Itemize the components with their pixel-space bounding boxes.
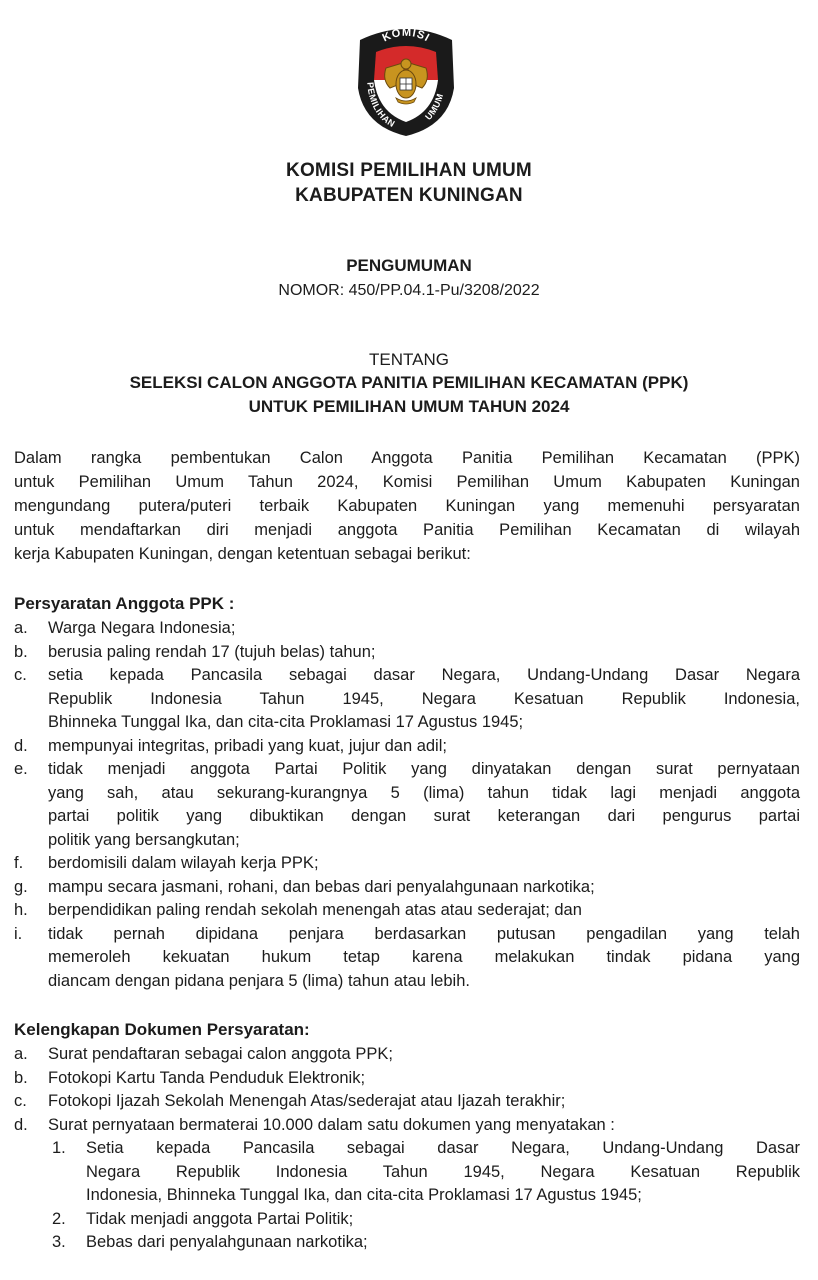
list-item — [14, 1114, 800, 1255]
list-marker: d. — [14, 1115, 28, 1134]
list-item-text: mempunyai integritas, pribadi yang kuat, jujur dan adil; — [48, 736, 447, 755]
kpu-logo — [350, 18, 462, 138]
list-item-text: berpendidikan paling rendah sekolah menengah atas atau sederajat; dan — [48, 901, 582, 919]
list-item-text: Setia kepada Pancasila sebagai dasar Negara, Undang-Undang Dasar — [86, 1139, 800, 1157]
list-item-text: partai politik yang dibuktikan dengan surat keterangan dari pengurus partai — [48, 807, 800, 825]
list-marker: h. — [14, 901, 28, 919]
intro-line: mengundang putera/puteri terbaik Kabupaten Kuningan yang memenuhi persyaratan — [14, 497, 800, 515]
list-marker: g. — [14, 877, 28, 896]
list-item-text: berdomisili dalam wilayah kerja PPK; — [48, 854, 319, 872]
list-marker: b. — [14, 642, 28, 661]
list-item — [14, 617, 800, 641]
documents-heading: Kelengkapan Dokumen Persyaratan: — [14, 1020, 310, 1039]
intro-line: untuk Pemilihan Umum Tahun 2024, Komisi Pemilihan Umum Kabupaten Kuningan — [14, 473, 800, 491]
list-item — [14, 1090, 800, 1114]
subject-line-2: UNTUK PEMILIHAN UMUM TAHUN 2024 — [248, 397, 570, 416]
logo-top-text: KOMISI — [380, 26, 432, 45]
list-item — [14, 899, 800, 923]
intro-paragraph — [14, 446, 800, 566]
intro-line: Dalam rangka pembentukan Calon Anggota Panitia Pemilihan Kecamatan (PPK) — [14, 449, 800, 467]
organization-region: KABUPATEN KUNINGAN — [295, 185, 523, 206]
list-item-text: memeroleh kekuatan hukum tetap karena melakukan tindak pidana yang — [48, 948, 800, 966]
list-item-text: Fotokopi Kartu Tanda Penduduk Elektronik; — [48, 1068, 366, 1087]
list-item — [14, 1043, 800, 1067]
list-item-text: diancam dengan pidana penjara 5 (lima) tahun atau lebih. — [48, 971, 470, 990]
list-item-text: Surat pendaftaran sebagai calon anggota PPK; — [48, 1045, 393, 1063]
list-item-text: Warga Negara Indonesia; — [48, 619, 236, 637]
list-item — [14, 1067, 800, 1091]
list-marker: 2. — [52, 1209, 66, 1228]
list-item — [14, 641, 800, 665]
list-item-text: setia kepada Pancasila sebagai dasar Negara, Undang-Undang Dasar Negara — [48, 666, 800, 684]
list-marker: b. — [14, 1068, 28, 1087]
list-item-text: tidak pernah dipidana penjara berdasarkan putusan pengadilan yang telah — [48, 924, 800, 943]
list-item — [14, 735, 800, 759]
list-marker: 3. — [52, 1233, 66, 1251]
logo-right-text: UMUM — [423, 92, 446, 122]
sub-list-item — [48, 1208, 800, 1232]
list-marker: a. — [14, 1045, 28, 1063]
list-marker: f. — [14, 854, 24, 872]
intro-line: untuk mendaftarkan diri menjadi anggota Panitia Pemilihan Kecamatan di wilayah — [14, 521, 800, 539]
documents-list — [14, 1043, 800, 1255]
list-item-text: Surat pernyataan bermaterai 10.000 dalam satu dokumen yang menyatakan : — [48, 1115, 615, 1134]
list-item — [14, 852, 800, 876]
sub-list-item — [48, 1137, 800, 1208]
list-item-text: berusia paling rendah 17 (tujuh belas) tahun; — [48, 642, 376, 661]
list-marker: e. — [14, 760, 28, 778]
sub-list — [48, 1137, 800, 1255]
list-item-text: mampu secara jasmani, rohani, dan bebas dari penyalahgunaan narkotika; — [48, 877, 595, 896]
list-item — [14, 664, 800, 735]
list-marker: d. — [14, 736, 28, 755]
list-item — [14, 758, 800, 852]
list-marker: i. — [14, 924, 23, 943]
requirements-list — [14, 617, 800, 993]
list-item-text: Negara Republik Indonesia Tahun 1945, Negara Kesatuan Republik — [86, 1162, 800, 1181]
list-item — [14, 876, 800, 900]
document-type: PENGUMUMAN — [346, 256, 472, 275]
list-item-text: Republik Indonesia Tahun 1945, Negara Kesatuan Republik Indonesia, — [48, 689, 800, 708]
list-marker: c. — [14, 1092, 27, 1110]
sub-list-item — [48, 1231, 800, 1255]
list-item-text: Indonesia, Bhinneka Tunggal Ika, dan cita-cita Proklamasi 17 Agustus 1945; — [86, 1186, 642, 1204]
organization-name: KOMISI PEMILIHAN UMUM — [286, 160, 532, 181]
list-item-text: politik yang bersangkutan; — [48, 830, 240, 849]
about-label: TENTANG — [369, 350, 449, 369]
requirements-heading: Persyaratan Anggota PPK : — [14, 594, 235, 613]
list-item-text: Bhinneka Tunggal Ika, dan cita-cita Proklamasi 17 Agustus 1945; — [48, 713, 524, 731]
list-item-text: Fotokopi Ijazah Sekolah Menengah Atas/sederajat atau Ijazah terakhir; — [48, 1092, 566, 1110]
list-marker: a. — [14, 619, 28, 637]
logo-left-text: PEMILIHAN — [365, 81, 397, 130]
list-item-text: Bebas dari penyalahgunaan narkotika; — [86, 1233, 368, 1251]
subject-line-1: SELEKSI CALON ANGGOTA PANITIA PEMILIHAN KECAMATAN (PPK) — [129, 373, 689, 392]
document-number: NOMOR: 450/PP.04.1-Pu/3208/2022 — [278, 282, 540, 299]
list-marker: 1. — [52, 1139, 66, 1157]
list-marker: c. — [14, 666, 27, 684]
list-item-text: yang sah, atau sekurang-kurangnya 5 (lima) tahun tidak lagi menjadi anggota — [48, 783, 800, 802]
list-item-text: tidak menjadi anggota Partai Politik yang dinyatakan dengan surat pernyataan — [48, 760, 800, 778]
list-item — [14, 923, 800, 994]
intro-line: kerja Kabupaten Kuningan, dengan ketentuan sebagai berikut: — [14, 545, 471, 563]
list-item-text: Tidak menjadi anggota Partai Politik; — [86, 1209, 354, 1228]
